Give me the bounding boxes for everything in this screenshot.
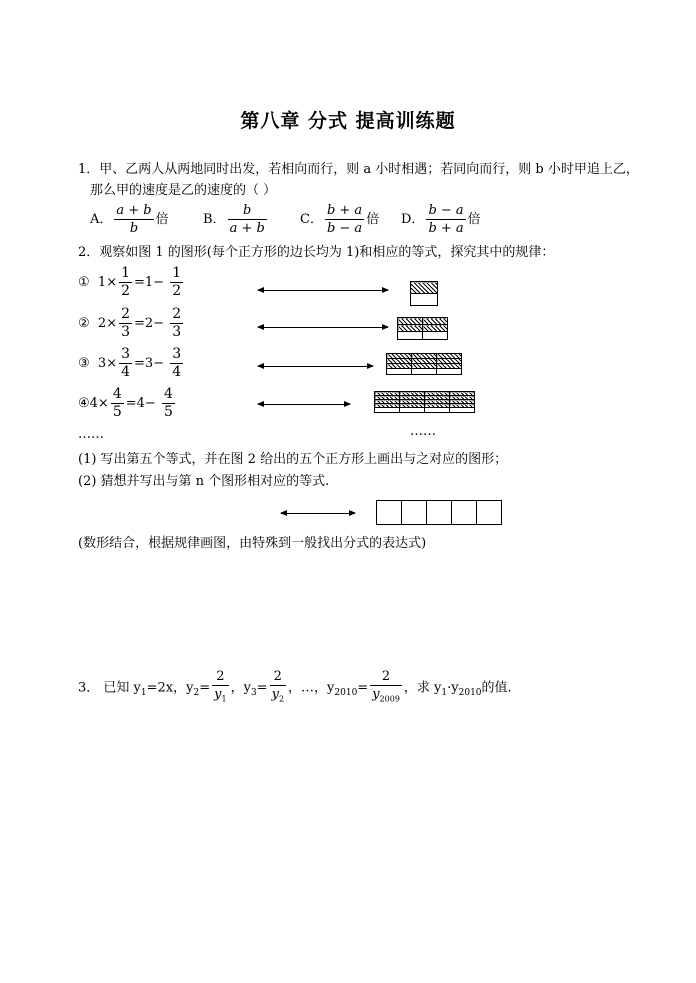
q2-subquestion-2: (2) 猜想并写出与第 n 个图形相对应的等式.	[78, 474, 330, 489]
arrow-3	[258, 366, 373, 367]
q2-equation-1: ① 1× $\frac{1}{2}$ =1− $\frac{1}{2}$	[78, 265, 182, 299]
q2-equation-2: ② 2× $\frac{2}{3}$ =2− $\frac{2}{3}$	[78, 306, 182, 340]
q1-option-d: D． $\frac{b - a}{b + a}$ 倍	[401, 203, 481, 236]
page-title: 第八章 分式 提高训练题	[240, 110, 456, 132]
q2-subquestion-1: (1) 写出第五个等式，并在图 2 给出的五个正方形上画出与之对应的图形；	[78, 452, 508, 467]
arrow-4	[258, 404, 350, 405]
q3-text: 3． 已知 $y_1=2x$，$y_2=$ $\frac{2}{y_1}$ ，$y_3=$ $\frac{2}{y_2}$ ，…，$y_{2010}=$ $\frac{2}{y_{2009}}$ ，求 $y_1\cdot y_{2010}$的值.	[78, 669, 512, 704]
q1-line1: 1．甲、乙两人从两地同时出发，若相向而行，则 a 小时相遇；若同向而行，则 b 小时甲追上乙，	[78, 162, 639, 177]
arrow-1	[258, 290, 388, 291]
q1-option-b: B． $\frac{b}{a + b}$	[203, 203, 265, 236]
q2-intro: 2．观察如图 1 的图形(每个正方形的边长均为 1)和相应的等式，探究其中的规律：	[78, 245, 555, 260]
figure-2-five-squares	[376, 500, 502, 525]
q1-option-a: A． $\frac{a + b}{b}$ 倍	[90, 203, 169, 236]
arrow-5	[281, 513, 355, 514]
q1-line2: 那么甲的速度是乙的速度的（ ）	[90, 183, 277, 198]
q2-equation-4: ④4× $\frac{4}{5}$ =4− $\frac{4}{5}$	[78, 386, 173, 420]
q1-option-c: C． $\frac{b + a}{b - a}$ 倍	[300, 203, 380, 236]
q2-equation-3: ③ 3× $\frac{3}{4}$ =3− $\frac{3}{4}$	[78, 346, 182, 380]
figure-2	[397, 317, 448, 340]
figure-4	[374, 391, 475, 413]
q2-hint: (数形结合，根据规律画图，由特殊到一般找出分式的表达式)	[78, 536, 427, 551]
arrow-2	[258, 327, 388, 328]
figure-3	[386, 353, 462, 375]
q2-ellipsis-right: ……	[410, 424, 436, 439]
q2-ellipsis-left: ……	[78, 427, 104, 442]
figure-1	[410, 281, 438, 306]
